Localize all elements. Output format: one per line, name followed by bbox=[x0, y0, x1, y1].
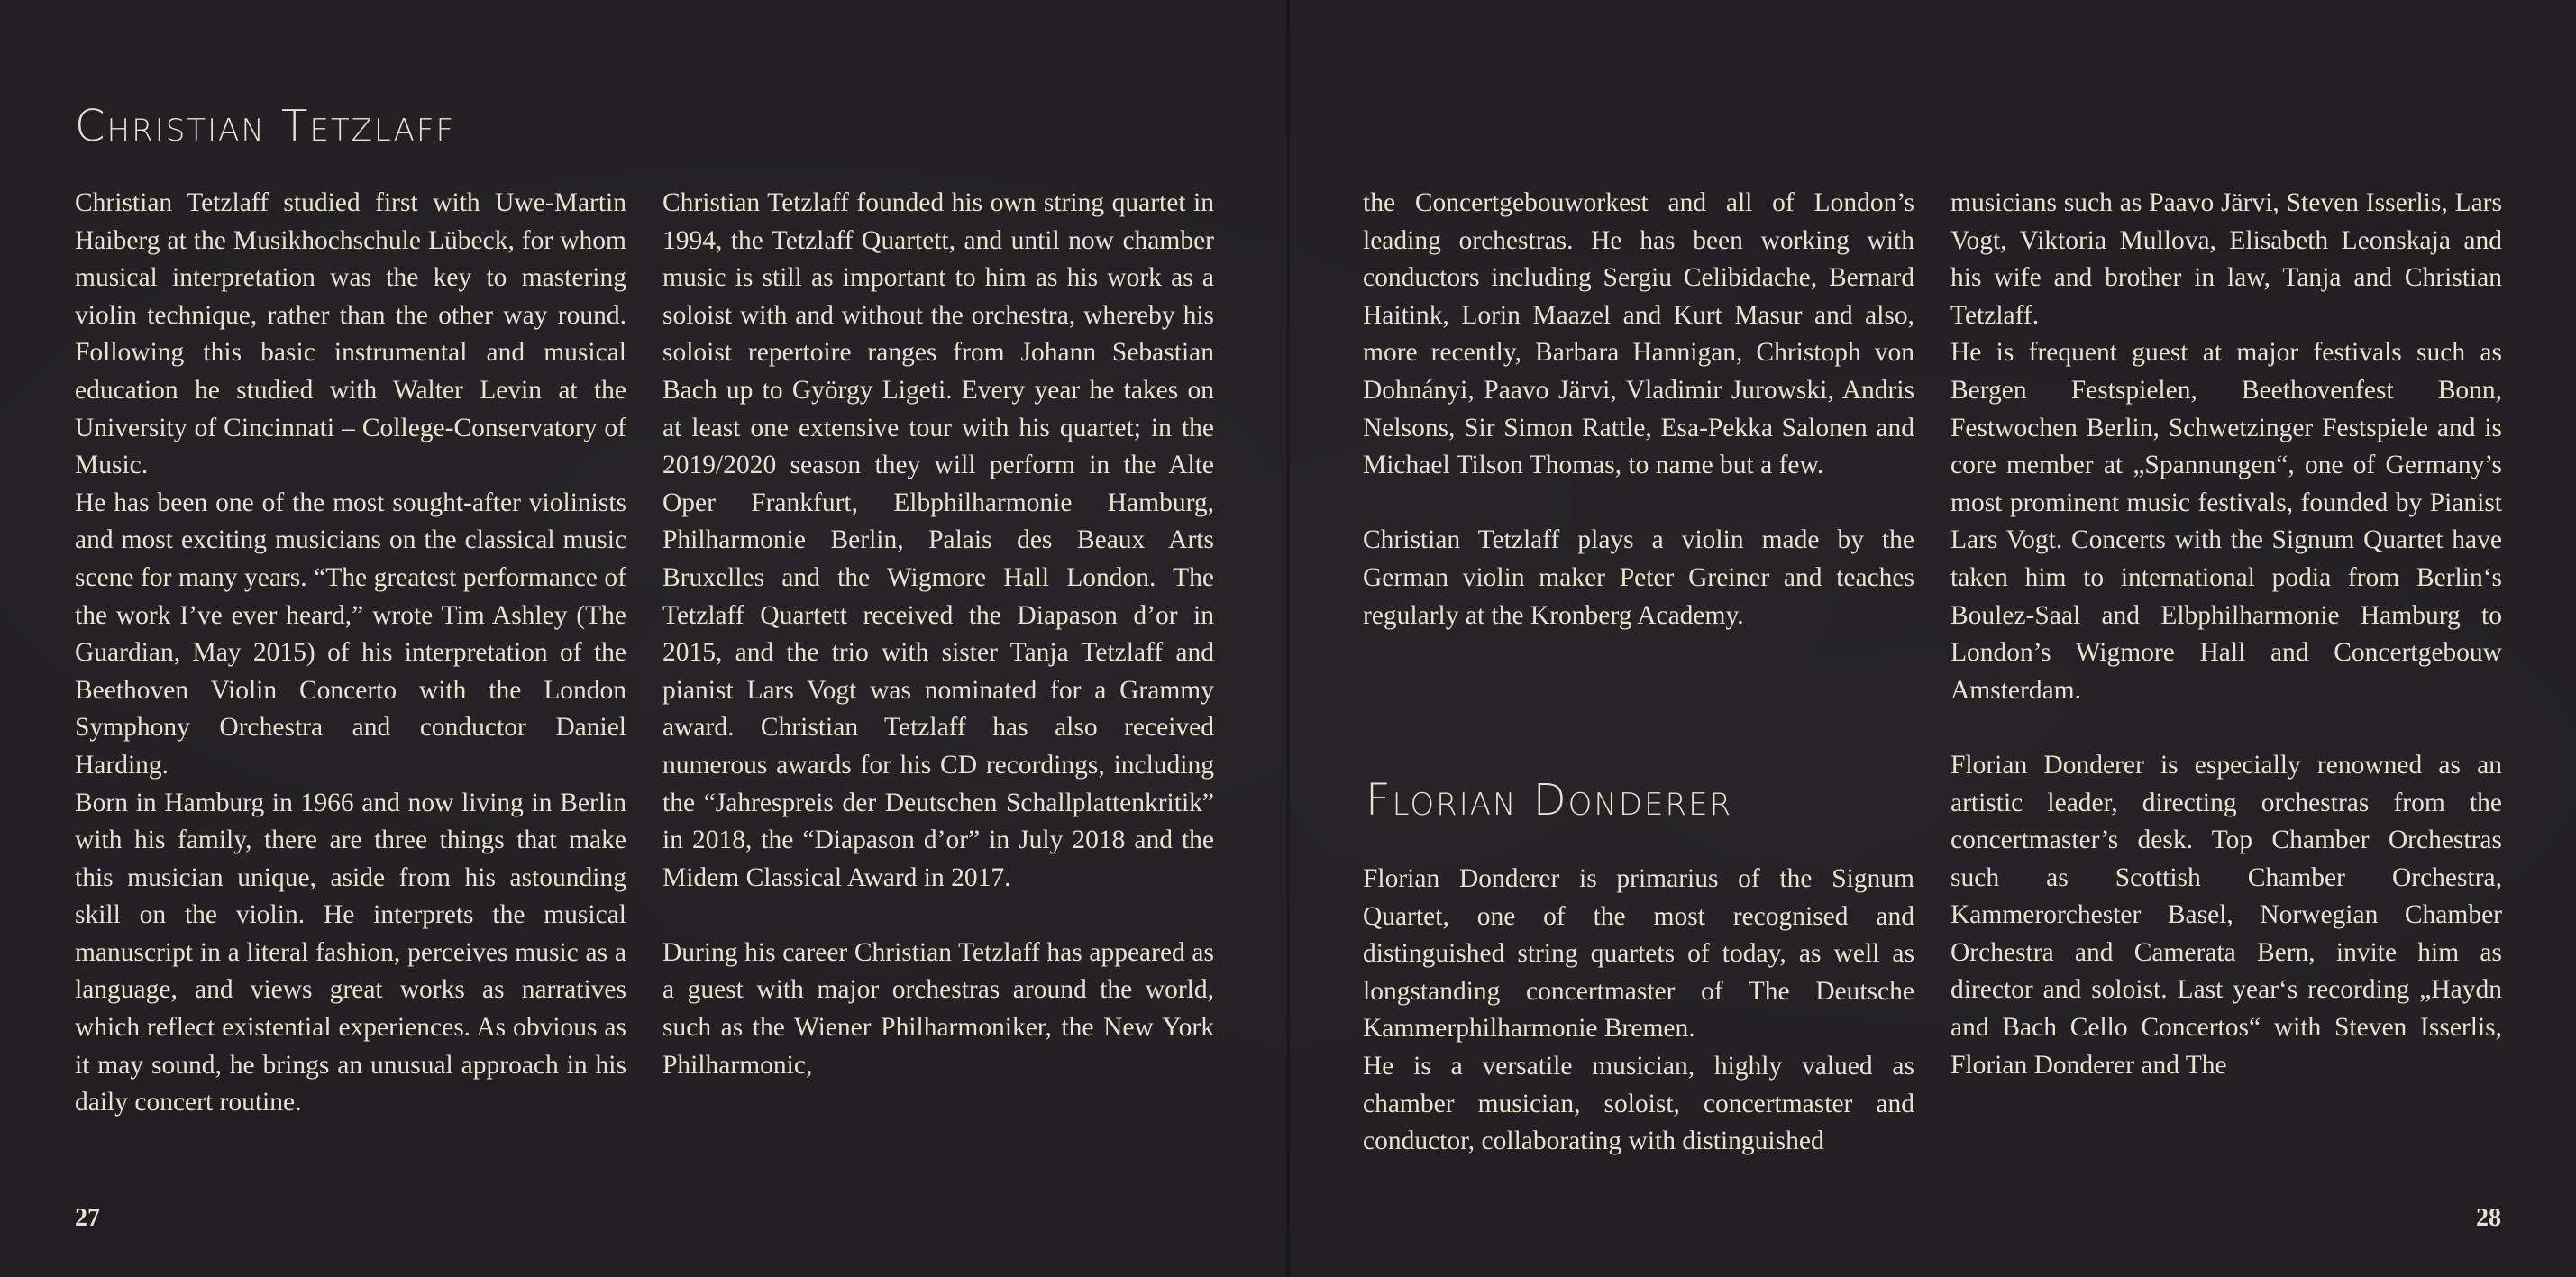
paragraph: musicians such as Paavo Järvi, Steven Isserlis, Lars Vogt, Viktoria Mullova, Elisabeth Leonskaja and his wife and brother in law, Tanja and Christian Tetzlaff. bbox=[1950, 188, 2502, 330]
text-column-2 bbox=[662, 185, 1214, 1084]
paragraph: He is a versatile musician, highly valued as chamber musician, soloist, concertmaster and conductor, collaborating with distinguished bbox=[1363, 1051, 1914, 1156]
paragraph: He has been one of the most sought-after violinists and most exciting musicians on the classical music scene for many years. “The greatest performance of the work I’ve ever heard,” wrote Tim Ashley (The Guardian, May 2015) of his interpretation of the Beethoven Violin Concerto with the London Symphony Orchestra and conductor Daniel Harding. bbox=[75, 488, 626, 780]
paragraph: Christian Tetzlaff studied first with Uwe-Martin Haiberg at the Musikhochschule Lübeck, for whom musical interpretation was the key to mastering violin technique, rather than the other way round. Following this basic instrumental and musical education he studied with Walter Levin at the University of Cincinnati – College-Conservatory of Music. bbox=[75, 188, 626, 480]
text-column-4 bbox=[1950, 185, 2502, 1084]
paragraph: Christian Tetzlaff founded his own string quartet in 1994, the Tetzlaff Quartett, and until now chamber music is still as important to him as his work as a soloist with and without the orchestra, whereby his soloist repertoire ranges from Johann Sebastian Bach up to György Ligeti. Every year he takes on at least one extensive tour with his quartet; in the 2019/2020 season they will perform in the Alte Oper Frankfurt, Elbphilharmonie Hamburg, Philharmonie Berlin, Palais des Beaux Arts Bruxelles and the Wigmore Hall London. The Tetzlaff Quartett received the Diapason d’or in 2015, and the trio with sister Tanja Tetzlaff and pianist Lars Vogt was nominated for a Grammy award. Christian Tetzlaff has also received numerous awards for his CD recordings, including the “Jahrespreis der Deutschen Schallplattenkritik” in 2018, the “Diapason d’or” in July 2018 and the Midem Classical Award in 2017. bbox=[662, 188, 1214, 892]
right-page bbox=[1288, 0, 2576, 1277]
heading-christian-tetzlaff: Christian Tetzlaff bbox=[75, 101, 456, 151]
paragraph: Born in Hamburg in 1966 and now living in Berlin with his family, there are three things that make this musician unique, aside from his astounding skill on the violin. He interprets the musical manuscript in a literal fashion, perceives music as a language, and views great works as narratives which reflect existential experiences. As obvious as it may sound, he brings an unusual approach in his daily concert routine. bbox=[75, 788, 626, 1117]
heading-florian-donderer: Florian Donderer bbox=[1366, 775, 1733, 825]
paragraph: He is frequent guest at major festivals such as Bergen Festspielen, Beethovenfest Bonn, Festwochen Berlin, Schwetzinger Festspiele and is core member at „Spannungen“, one of Germany’s most prominent music festivals, founded by Pianist Lars Vogt. Concerts with the Signum Quartet have taken him to international podia from Berlin‘s Boulez-Saal and Elbphilharmonie Hamburg to London’s Wigmore Hall and Concertgebouw Amsterdam. bbox=[1950, 338, 2502, 705]
text-column-3-continued bbox=[1363, 861, 1914, 1161]
paragraph: Florian Donderer is primarius of the Signum Quartet, one of the most recognised and distinguished string quartets of today, as well as longstanding concertmaster of The Deutsche Kammerphilharmonie Bremen. bbox=[1363, 864, 1914, 1044]
text-column-3 bbox=[1363, 185, 1914, 634]
page-number-right: 28 bbox=[2476, 1204, 2501, 1232]
paragraph: the Concertgebouworkest and all of London’s leading orchestras. He has been working with conductors including Sergiu Celibidache, Bernard Haitink, Lorin Maazel and Kurt Masur and also, more recently, Barbara Hannigan, Christoph von Dohnányi, Paavo Järvi, Vladimir Jurowski, Andris Nelsons, Sir Simon Rattle, Esa-Pekka Salonen and Michael Tilson Thomas, to name but a few. bbox=[1363, 188, 1914, 480]
page-number-left: 27 bbox=[75, 1204, 100, 1232]
paragraph: Christian Tetzlaff plays a violin made by the German violin maker Peter Greiner and teaches regularly at the Kronberg Academy. bbox=[1363, 525, 1914, 630]
paragraph: During his career Christian Tetzlaff has appeared as a guest with major orchestras around the world, such as the Wiener Philharmoniker, the New York Philharmonic, bbox=[662, 937, 1214, 1080]
text-column-1 bbox=[75, 185, 626, 1122]
paragraph: Florian Donderer is especially renowned as an artistic leader, directing orchestras from the concertmaster’s desk. Top Chamber Orchestras such as Scottish Chamber Orchestra, Kammerorchester Basel, Norwegian Chamber Orchestra and Camerata Bern, invite him as director and soloist. Last year‘s recording „Haydn and Bach Cello Concertos“ with Steven Isserlis, Florian Donderer and The bbox=[1950, 750, 2502, 1080]
